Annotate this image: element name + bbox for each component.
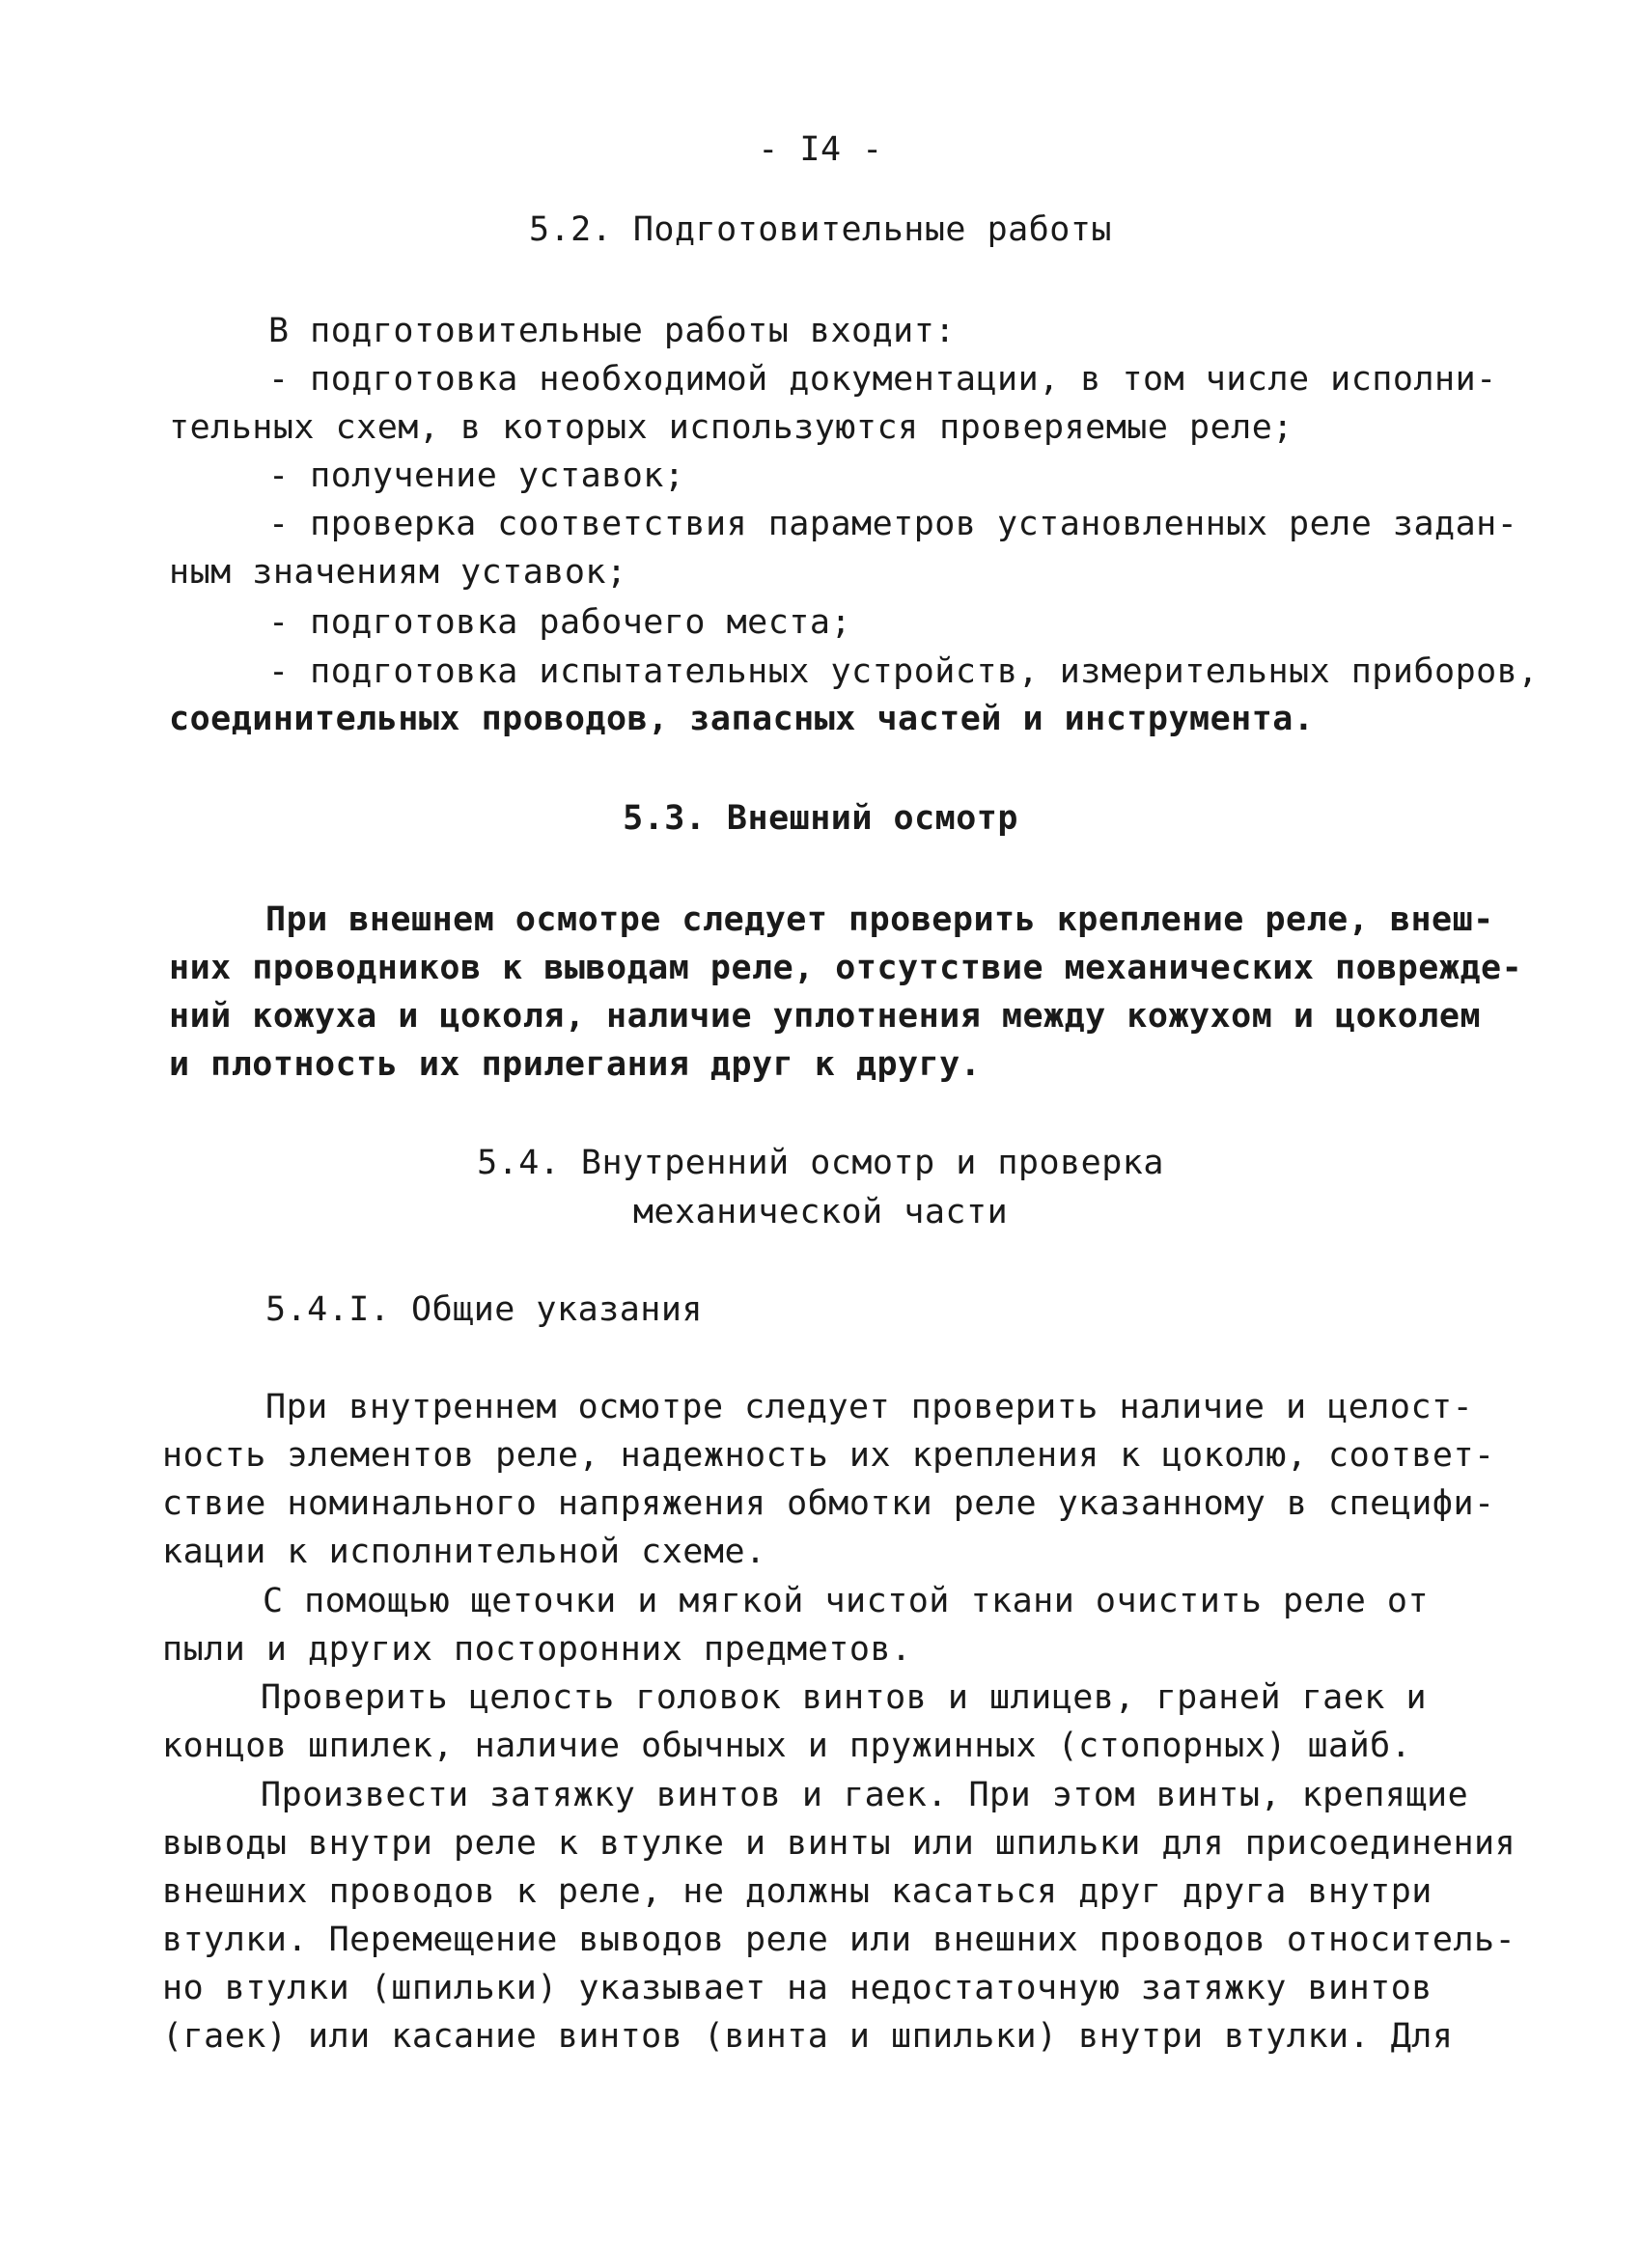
paragraph-line: выводы внутри реле к втулке и винты или шпильки для присоединения <box>162 1824 1516 1863</box>
paragraph-line: Проверить целость головок винтов и шлицев, граней гаек и <box>261 1678 1428 1717</box>
paragraph-line: них проводников к выводам реле, отсутствие механических поврежде- <box>169 949 1523 987</box>
list-item: - подготовка необходимой документации, в том числе исполни- <box>268 360 1497 399</box>
list-item-continuation: соединительных проводов, запасных частей и инструмента. <box>169 700 1315 738</box>
paragraph-line: ствие номинального напряжения обмотки реле указанному в специфи- <box>162 1484 1495 1523</box>
paragraph-line: С помощью щеточки и мягкой чистой ткани очистить реле от <box>263 1582 1430 1620</box>
list-item: - получение уставок; <box>268 456 685 495</box>
paragraph-line: ность элементов реле, надежность их крепления к цоколю, соответ- <box>162 1436 1495 1475</box>
paragraph-line: ний кожуха и цоколя, наличие уплотнения между кожухом и цоколем <box>169 997 1482 1036</box>
paragraph-line: концов шпилек, наличие обычных и пружинных (стопорных) шайб. <box>162 1727 1412 1765</box>
paragraph-line: втулки. Перемещение выводов реле или внешних проводов относитель- <box>162 1921 1516 1959</box>
section-5-2-heading: 5.2. Подготовительные работы <box>528 210 1112 249</box>
section-5-3-heading: 5.3. Внешний осмотр <box>623 799 1018 838</box>
list-item: - проверка соответствия параметров установленных реле задан- <box>268 505 1518 543</box>
list-item-continuation: ным значениям уставок; <box>169 553 627 592</box>
list-item-continuation: тельных схем, в которых используются проверяемые реле; <box>169 408 1293 447</box>
paragraph-line: внешних проводов к реле, не должны касаться друг друга внутри <box>162 1872 1432 1911</box>
list-item: - подготовка рабочего места; <box>268 603 852 642</box>
section-5-4-heading-line2: механической части <box>632 1193 1009 1231</box>
paragraph-line: кации к исполнительной схеме. <box>162 1533 766 1571</box>
paragraph-line: При внешнем осмотре следует проверить крепление реле, внеш- <box>265 900 1494 939</box>
list-item: - подготовка испытательных устройств, измерительных приборов, <box>268 652 1539 691</box>
paragraph-line: и плотность их прилегания друг к другу. <box>169 1045 982 1084</box>
page-number: - I4 - <box>758 130 883 169</box>
section-5-2-intro: В подготовительные работы входит: <box>268 312 956 350</box>
section-5-4-1-subheading: 5.4.I. Общие указания <box>265 1290 704 1329</box>
paragraph-line: Произвести затяжку винтов и гаек. При этом винты, крепящие <box>261 1776 1469 1814</box>
paragraph-line: При внутреннем осмотре следует проверить наличие и целост- <box>265 1388 1474 1426</box>
section-5-4-heading: 5.4. Внутренний осмотр и проверка <box>477 1144 1164 1182</box>
paragraph-line: пыли и других посторонних предметов. <box>162 1630 912 1669</box>
paragraph-line: (гаек) или касание винтов (винта и шпильки) внутри втулки. Для <box>162 2017 1454 2056</box>
paragraph-line: но втулки (шпильки) указывает на недостаточную затяжку винтов <box>162 1969 1432 2007</box>
